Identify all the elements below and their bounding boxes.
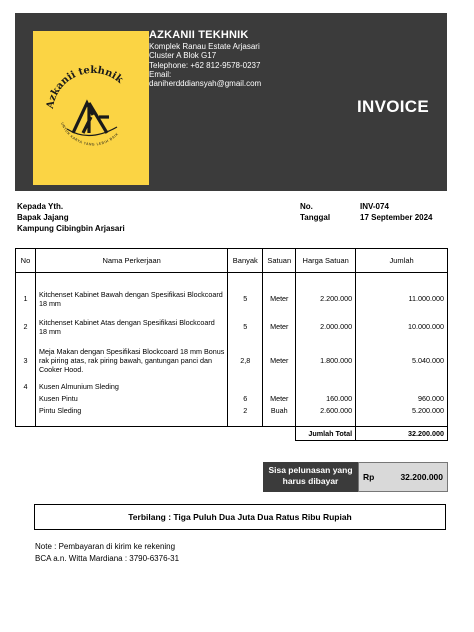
- table-spacer: [16, 417, 448, 427]
- row-no: 1: [16, 285, 36, 313]
- table-spacer: [16, 273, 448, 285]
- col-header-unit: Satuan: [263, 249, 296, 273]
- row-no: 2: [16, 313, 36, 341]
- row-desc: Kitchenset Kabinet Bawah dengan Spesifikasi Blockcoard 18 mm: [35, 285, 227, 313]
- row-total: 5.200.000: [356, 405, 448, 417]
- col-header-total: Jumlah: [356, 249, 448, 273]
- table-row-group-title: [16, 381, 448, 393]
- table-row: [16, 341, 448, 381]
- row-no: 4: [16, 381, 36, 393]
- company-info: [149, 29, 261, 88]
- logo-tagline: UNTUK KARYA YANG LEBIH BAIK: [60, 121, 120, 147]
- amount-in-words: Terbilang : Tiga Puluh Dua Juta Dua Ratus Ribu Rupiah: [34, 504, 446, 530]
- invoice-no-value: INV-074: [360, 202, 389, 211]
- row-price: 2.600.000: [296, 405, 356, 417]
- company-logo: [33, 31, 149, 185]
- row-qty: 2: [228, 405, 263, 417]
- row-price: 2.000.000: [296, 313, 356, 341]
- balance-value: 32.200.000: [400, 472, 443, 482]
- col-header-price: Harga Satuan: [296, 249, 356, 273]
- table-row: [16, 285, 448, 313]
- recipient-address: Kampung Cibingbin Arjasari: [17, 224, 125, 233]
- invoice-header: [15, 13, 447, 191]
- invoice-title: INVOICE: [356, 97, 429, 116]
- row-price: 2.200.000: [296, 285, 356, 313]
- invoice-meta: [300, 201, 433, 223]
- recipient-name: Bapak Jajang: [17, 213, 69, 222]
- row-qty: 2,8: [228, 341, 263, 381]
- col-header-qty: Banyak: [228, 249, 263, 273]
- row-no: 3: [16, 341, 36, 381]
- col-header-no: No: [16, 249, 36, 273]
- row-qty: 5: [228, 285, 263, 313]
- balance-currency: Rp: [363, 472, 375, 482]
- invoice-no-label: No.: [300, 202, 313, 211]
- row-desc: Kusen Almunium Sleding: [35, 381, 227, 393]
- payment-note: [35, 541, 179, 565]
- items-table: [15, 248, 448, 441]
- invoice-date-value: 17 September 2024: [360, 213, 433, 222]
- company-name: AZKANII TEKHNIK: [149, 29, 249, 41]
- row-unit: Meter: [263, 285, 296, 313]
- company-telephone: Telephone: +62 812-9578-0237: [149, 60, 261, 70]
- company-email: daniherdddiansyah@gmail.com: [149, 79, 262, 89]
- row-total: 5.040.000: [356, 341, 448, 381]
- row-desc: Meja Makan dengan Spesifikasi Blockcoard 18 mm Bonus rak piring atas, rak piring bawah, gantungan panci dan Cooker Hood.: [35, 341, 227, 381]
- col-header-name: Nama Perkerjaan: [35, 249, 227, 273]
- balance-due: [263, 462, 448, 492]
- balance-amount: [358, 462, 448, 492]
- company-email-label: Email:: [149, 69, 172, 79]
- row-qty: 6: [228, 393, 263, 405]
- recipient-block: [17, 201, 125, 234]
- row-unit: Meter: [263, 313, 296, 341]
- row-price: 1.800.000: [296, 341, 356, 381]
- total-value: 32.200.000: [356, 427, 448, 441]
- table-total-row: [16, 427, 448, 441]
- row-desc: Kusen Pintu: [35, 393, 227, 405]
- company-address-1: Komplek Ranau Estate Arjasari: [149, 42, 260, 51]
- row-total: 960.000: [356, 393, 448, 405]
- table-header-row: [16, 249, 448, 273]
- note-line-2: BCA a.n. Witta Mardiana : 3790-6376-31: [35, 554, 180, 563]
- row-price: 160.000: [296, 393, 356, 405]
- row-unit: Meter: [263, 341, 296, 381]
- row-total: 10.000.000: [356, 313, 448, 341]
- table-row: [16, 313, 448, 341]
- row-desc: Kitchenset Kabinet Atas dengan Spesifikasi Blockcoard 18 mm: [35, 313, 227, 341]
- total-label: Jumlah Total: [296, 427, 356, 441]
- recipient-label: Kepada Yth.: [17, 202, 64, 211]
- logo-emblem-icon: [33, 31, 149, 185]
- company-address-2: Cluster A Blok G17: [149, 51, 217, 61]
- note-line-1: Note : Pembayaran di kirim ke rekening: [35, 542, 176, 551]
- row-qty: 5: [228, 313, 263, 341]
- row-unit: Buah: [263, 405, 296, 417]
- table-row: [16, 393, 448, 405]
- logo-wordmark: Azkanii tekhnik: [44, 64, 125, 110]
- row-desc: Pintu Sleding: [35, 405, 227, 417]
- invoice-date-label: Tanggal: [300, 213, 331, 222]
- balance-label: Sisa pelunasan yang harus dibayar: [263, 462, 358, 492]
- row-unit: Meter: [263, 393, 296, 405]
- row-total: 11.000.000: [356, 285, 448, 313]
- table-row: [16, 405, 448, 417]
